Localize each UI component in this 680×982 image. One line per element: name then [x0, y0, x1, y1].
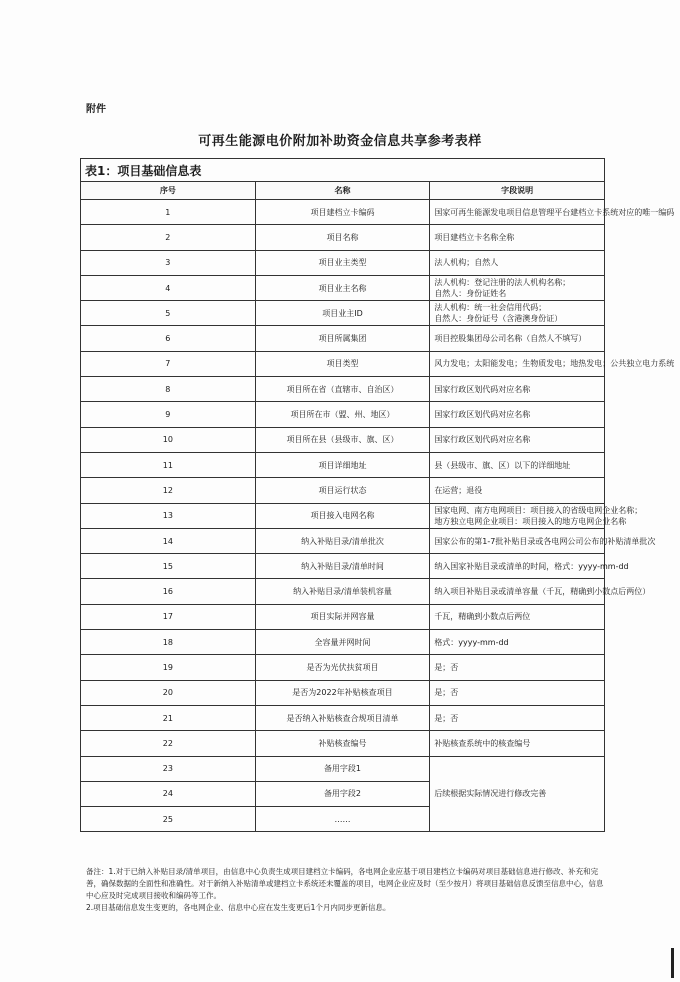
field-description	[430, 452, 605, 477]
field-name: 项目业主类型	[255, 250, 430, 275]
field-name: 项目建档立卡编码	[255, 200, 430, 225]
description-line: 纳入项目补贴目录或清单容量（千瓦，精确到小数点后两位）	[434, 587, 651, 597]
table-row	[81, 554, 605, 579]
description-line: 自然人：身份证号（含港澳身份证）	[434, 314, 563, 324]
field-name: 全容量并网时间	[255, 630, 430, 655]
description-line: 法人机构：统一社会信用代码；	[434, 303, 547, 313]
table-row	[81, 326, 605, 351]
field-name: 备用字段2	[255, 781, 430, 806]
row-number: 6	[81, 326, 256, 351]
field-name: 项目详细地址	[255, 452, 430, 477]
scan-edge-mark	[671, 948, 674, 978]
description-line: 项目建档立卡名称全称	[434, 232, 515, 242]
description-line: 风力发电；太阳能发电；生物质发电；地热发电；公共独立电力系统	[434, 359, 675, 369]
field-description	[430, 579, 651, 604]
row-number: 2	[81, 225, 256, 250]
field-description	[430, 756, 605, 832]
document-title: 可再生能源电价附加补助资金信息共享参考表样	[198, 134, 482, 149]
row-number: 17	[81, 604, 256, 629]
table-row	[81, 427, 605, 452]
field-name: 备用字段1	[255, 756, 430, 781]
description-line: 国家行政区划代码对应名称	[434, 410, 531, 420]
description-line: 项目控股集团母公司名称（自然人不填写）	[434, 334, 587, 344]
description-line: 地方独立电网企业项目：项目接入的地方电网企业名称	[434, 516, 627, 526]
table-row	[81, 275, 605, 300]
description-line: 国家公布的第1-7批补贴目录或各电网公司公布的补贴清单批次	[434, 536, 656, 546]
table-row	[81, 452, 605, 477]
field-name: 项目类型	[255, 351, 430, 376]
table-row	[81, 579, 605, 604]
table-row	[81, 351, 605, 376]
row-number: 25	[81, 807, 256, 832]
row-number: 5	[81, 301, 256, 326]
table-caption: 表1：项目基础信息表	[81, 159, 605, 182]
header-name: 名称	[255, 182, 430, 200]
field-name: 项目接入电网名称	[255, 503, 430, 528]
table-row	[81, 731, 605, 756]
field-name: 纳入补贴目录/清单批次	[255, 528, 430, 553]
header-desc: 字段说明	[430, 182, 605, 200]
description-line: 国家可再生能源发电项目信息管理平台建档立卡系统对应的唯一编码	[434, 207, 675, 217]
field-description	[430, 680, 605, 705]
field-description	[430, 731, 605, 756]
field-name: 补贴核查编号	[255, 731, 430, 756]
field-description	[430, 200, 675, 225]
field-description	[430, 630, 605, 655]
table-row	[81, 655, 605, 680]
row-number: 19	[81, 655, 256, 680]
description-line: 法人机构：登记注册的法人机构名称；	[434, 278, 571, 288]
description-line: 格式：yyyy-mm-dd	[434, 637, 509, 647]
row-number: 10	[81, 427, 256, 452]
row-number: 12	[81, 478, 256, 503]
table-row	[81, 630, 605, 655]
field-description	[430, 301, 605, 326]
field-description	[430, 503, 643, 528]
project-info-table	[80, 158, 675, 832]
field-name: 纳入补贴目录/清单时间	[255, 554, 430, 579]
description-line: 国家行政区划代码对应名称	[434, 384, 531, 394]
notes-section	[86, 866, 606, 914]
field-name: 项目运行状态	[255, 478, 430, 503]
field-name: 项目业主ID	[255, 301, 430, 326]
row-number: 8	[81, 377, 256, 402]
row-number: 24	[81, 781, 256, 806]
field-description	[430, 705, 605, 730]
description-line: 县（县级市、旗、区）以下的详细地址	[434, 460, 571, 470]
field-name: 项目业主名称	[255, 275, 430, 300]
field-name: 纳入补贴目录/清单装机容量	[255, 579, 430, 604]
table-row	[81, 301, 605, 326]
header-no: 序号	[81, 182, 256, 200]
row-number: 18	[81, 630, 256, 655]
field-name: ……	[255, 807, 430, 832]
field-name: 项目名称	[255, 225, 430, 250]
field-description	[430, 655, 605, 680]
description-line: 纳入国家补贴目录或清单的时间，格式：yyyy-mm-dd	[434, 561, 629, 571]
field-description	[430, 275, 605, 300]
description-line: 千瓦，精确到小数点后两位	[434, 612, 531, 622]
table-row	[81, 377, 605, 402]
row-number: 15	[81, 554, 256, 579]
table-row	[81, 225, 605, 250]
field-name: 是否纳入补贴核查合规项目清单	[255, 705, 430, 730]
field-description	[430, 377, 605, 402]
row-number: 23	[81, 756, 256, 781]
row-number: 22	[81, 731, 256, 756]
row-number: 1	[81, 200, 256, 225]
table-row	[81, 705, 605, 730]
field-description	[430, 427, 605, 452]
field-name: 项目所在县（县级市、旗、区）	[255, 427, 430, 452]
description-line: 法人机构；自然人	[434, 258, 499, 268]
field-description	[430, 326, 605, 351]
description-line: 是；否	[434, 688, 459, 698]
table-row	[81, 604, 605, 629]
row-number: 21	[81, 705, 256, 730]
description-line: 是；否	[434, 662, 459, 672]
attachment-label: 附件	[86, 104, 106, 115]
field-description	[430, 250, 605, 275]
table-header-row	[81, 182, 605, 200]
note-2: 2.项目基础信息发生变更的，各电网企业、信息中心应在发生变更后1个月内同步更新信息。	[86, 903, 391, 912]
row-number: 14	[81, 528, 256, 553]
row-number: 3	[81, 250, 256, 275]
description-line: 后续根据实际情况进行修改完善	[434, 789, 547, 799]
field-description	[430, 351, 675, 376]
table-row	[81, 756, 605, 781]
field-description	[430, 604, 605, 629]
field-description	[430, 554, 629, 579]
table-caption-row	[81, 159, 605, 182]
description-line: 补贴核查系统中的核查编号	[434, 738, 531, 748]
field-name: 项目所在省（直辖市、自治区）	[255, 377, 430, 402]
field-description	[430, 402, 605, 427]
row-number: 16	[81, 579, 256, 604]
table-row	[81, 680, 605, 705]
row-number: 20	[81, 680, 256, 705]
table-row	[81, 250, 605, 275]
description-line: 是；否	[434, 713, 459, 723]
field-name: 项目实际并网容量	[255, 604, 430, 629]
note-1: 备注：1.对于已纳入补贴目录/清单项目，由信息中心负责生成项目建档立卡编码，各电网企业应基于项目建档立卡编码对项目基础信息进行修改、补充和完善，确保数据的全面性和准确性。对于新纳入补贴清单或建档立卡系统还未覆盖的项目，电网企业应及时（至少按月）将项目基础信息反馈至信息中心，信息中心应及时完成项目接收和编码等工作。	[86, 867, 604, 900]
field-description	[430, 478, 605, 503]
table-row	[81, 200, 605, 225]
field-name: 项目所属集团	[255, 326, 430, 351]
field-description	[430, 528, 656, 553]
field-name: 是否为光伏扶贫项目	[255, 655, 430, 680]
table-row	[81, 528, 605, 553]
row-number: 11	[81, 452, 256, 477]
row-number: 4	[81, 275, 256, 300]
description-line: 国家电网、南方电网项目：项目接入的省级电网企业名称；	[434, 505, 643, 515]
row-number: 13	[81, 503, 256, 528]
field-name: 项目所在市（盟、州、地区）	[255, 402, 430, 427]
table-row	[81, 503, 605, 528]
field-description	[430, 225, 605, 250]
table-row	[81, 402, 605, 427]
description-line: 在运营；退役	[434, 485, 483, 495]
table-row	[81, 478, 605, 503]
description-line: 国家行政区划代码对应名称	[434, 435, 531, 445]
description-line: 自然人：身份证姓名	[434, 289, 507, 299]
row-number: 9	[81, 402, 256, 427]
row-number: 7	[81, 351, 256, 376]
field-name: 是否为2022年补贴核查项目	[255, 680, 430, 705]
